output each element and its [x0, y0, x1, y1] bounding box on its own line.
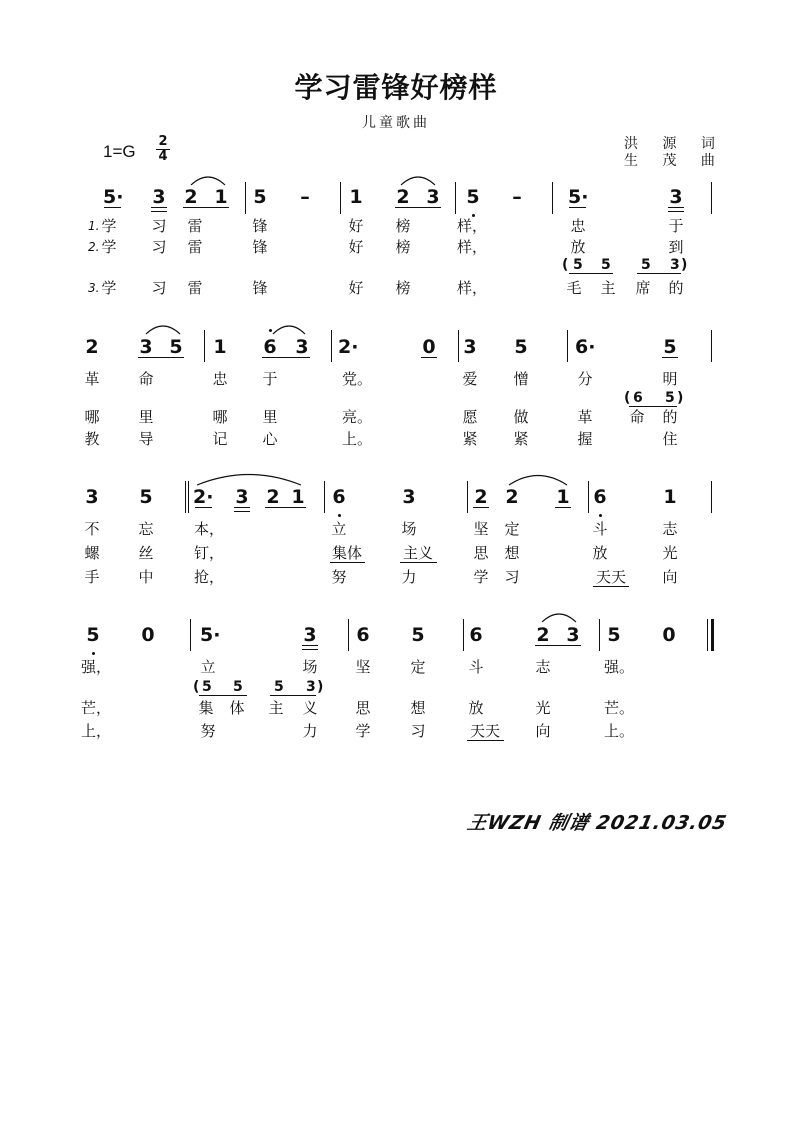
- lyric: 努: [200, 722, 216, 740]
- lyric: 习: [504, 568, 520, 586]
- note: 2: [396, 186, 410, 208]
- lyric: 想: [504, 544, 520, 562]
- lyric: 抢，: [194, 568, 225, 586]
- key-signature: 1=G: [103, 142, 136, 161]
- slur: [400, 172, 436, 186]
- lyric: 紧: [513, 430, 529, 448]
- lyric: 斗: [468, 658, 484, 676]
- note: 3: [295, 336, 309, 358]
- lyric: 定: [410, 658, 426, 676]
- note: 3: [669, 186, 683, 208]
- song-subtitle: 儿童歌曲: [362, 115, 430, 131]
- lyric: 榜: [395, 238, 411, 256]
- lyric: 钉，: [194, 544, 225, 562]
- note: 3: [85, 486, 99, 508]
- lyric: 放: [468, 699, 484, 717]
- lyric: 坚: [473, 520, 489, 538]
- lyric: 丝: [138, 544, 154, 562]
- lyric: 光: [662, 544, 678, 562]
- composer-credit: 生 茂 曲: [624, 153, 725, 169]
- lyric: 命: [629, 408, 645, 426]
- lyric: 定: [504, 520, 520, 538]
- lyric: 于: [262, 370, 278, 388]
- barline: [185, 481, 186, 513]
- note: 6·: [575, 336, 596, 358]
- lyric: 立: [200, 658, 216, 676]
- note: 2: [505, 486, 519, 508]
- lyric: 天天: [595, 568, 626, 586]
- barline: [324, 481, 325, 513]
- note: 3: [566, 624, 580, 646]
- note: 3: [139, 336, 153, 358]
- lyric: 雷: [187, 217, 203, 235]
- note: 0: [141, 624, 155, 646]
- note: 2: [266, 486, 280, 508]
- barline: [711, 182, 712, 214]
- lyric: 毛: [566, 279, 582, 297]
- note: 5: [607, 624, 621, 646]
- barline: [455, 182, 456, 214]
- note: 0: [422, 336, 436, 358]
- note: 5·: [200, 624, 221, 646]
- note: 6: [263, 336, 277, 358]
- lyric: 哪: [212, 408, 228, 426]
- lyricist-credit: 洪 源 词: [624, 136, 725, 152]
- lyric: 强，: [81, 658, 112, 676]
- lyric: 天天: [469, 722, 500, 740]
- note: 3: [426, 186, 440, 208]
- note: 5·: [568, 186, 589, 208]
- slur: [541, 609, 577, 623]
- lyric: 学: [473, 568, 489, 586]
- barline: [588, 481, 589, 513]
- song-title: 学习雷锋好榜样: [294, 71, 498, 104]
- lyric: 哪: [84, 408, 100, 426]
- note: 2: [184, 186, 198, 208]
- time-signature: [156, 136, 170, 163]
- lyric: 力: [401, 568, 417, 586]
- note: 3: [152, 186, 166, 208]
- barline: [458, 330, 459, 362]
- lyric: 主: [268, 699, 284, 717]
- lyric: 里: [138, 408, 154, 426]
- lyric: 样，: [457, 238, 488, 256]
- note: 3: [402, 486, 416, 508]
- note: 6: [356, 624, 370, 646]
- lyric: 愿: [462, 408, 478, 426]
- lyric: 学: [101, 217, 117, 235]
- lyric: 中: [138, 568, 154, 586]
- lyric: 立: [331, 520, 347, 538]
- alt-note: 6: [633, 390, 643, 406]
- lyric: 场: [302, 658, 318, 676]
- lyric: 思: [473, 544, 489, 562]
- verse-number: 1.: [88, 219, 100, 233]
- barline: [711, 330, 712, 362]
- note: –: [512, 186, 522, 208]
- alt-note: 5: [573, 257, 583, 273]
- barline: [340, 182, 341, 214]
- note: 0: [662, 624, 676, 646]
- lyric: 体: [229, 699, 245, 717]
- lyric: 本，: [194, 520, 225, 538]
- lyric: 榜: [395, 217, 411, 235]
- lyric: 住: [662, 430, 678, 448]
- lyric: 上。: [342, 430, 373, 448]
- lyric: 里: [262, 408, 278, 426]
- note: 5·: [103, 186, 124, 208]
- lyric: 导: [138, 430, 154, 448]
- time-bottom: 4: [158, 149, 168, 164]
- lyric: 革: [577, 408, 593, 426]
- lyric: 革: [84, 370, 100, 388]
- lyric: 芒。: [604, 699, 635, 717]
- note: 6: [593, 486, 607, 508]
- low-octave-dot: [599, 514, 602, 517]
- lyric: 义: [302, 699, 318, 717]
- lyric: 习: [151, 279, 167, 297]
- lyric: 集: [198, 699, 214, 717]
- note: 2: [536, 624, 550, 646]
- barline: [331, 330, 332, 362]
- note: 2: [85, 336, 99, 358]
- lyric: 场: [401, 520, 417, 538]
- note: 1: [556, 486, 570, 508]
- lyric: 思: [355, 699, 371, 717]
- slur: [145, 321, 181, 335]
- slur: [508, 470, 568, 486]
- lyric: 锋: [252, 217, 268, 235]
- barline: [190, 619, 191, 651]
- barline: [463, 619, 464, 651]
- lyric: 锋: [252, 238, 268, 256]
- lyric: 于: [668, 217, 684, 235]
- lyric: 样，: [457, 279, 488, 297]
- barline: [552, 182, 553, 214]
- lyric: 握: [577, 430, 593, 448]
- alt-note: 5: [274, 679, 284, 695]
- lyric: 榜: [395, 279, 411, 297]
- note: 1: [214, 186, 228, 208]
- lyric: 学: [101, 279, 117, 297]
- lyric: 螺: [84, 544, 100, 562]
- alt-note: 5: [665, 390, 675, 406]
- lyric: 习: [151, 238, 167, 256]
- lyric: 斗: [592, 520, 608, 538]
- barline: [567, 330, 568, 362]
- lyric: 明: [662, 370, 678, 388]
- lyric: 向: [535, 722, 551, 740]
- lyric: 芒，: [81, 699, 112, 717]
- lyric: 做: [513, 408, 529, 426]
- lyric: 忘: [138, 520, 154, 538]
- lyric: 席: [635, 279, 651, 297]
- lyric: 强。: [604, 658, 635, 676]
- note: 6: [332, 486, 346, 508]
- lyric: 上。: [604, 722, 635, 740]
- lyric: 忠: [570, 217, 586, 235]
- lyric: 习: [410, 722, 426, 740]
- lyric: 锋: [252, 279, 268, 297]
- slur: [196, 470, 302, 486]
- lyric: 手: [84, 568, 100, 586]
- lyric: 亮。: [342, 408, 373, 426]
- barline: [204, 330, 205, 362]
- note: 5: [514, 336, 528, 358]
- lyric: 教: [84, 430, 100, 448]
- lyric: 的: [668, 279, 684, 297]
- note: –: [300, 186, 310, 208]
- lyric: 分: [577, 370, 593, 388]
- arranger-signature: 王WZH 制谱 2021.03.05: [465, 812, 730, 834]
- lyric: 记: [212, 430, 228, 448]
- note: 3: [235, 486, 249, 508]
- note: 2: [474, 486, 488, 508]
- note: 1: [663, 486, 677, 508]
- lyric: 好: [348, 238, 364, 256]
- lyric: 好: [348, 279, 364, 297]
- alt-note: 3: [306, 679, 316, 695]
- alt-note: 5: [202, 679, 212, 695]
- lyric: 向: [662, 568, 678, 586]
- note: 5: [466, 186, 480, 208]
- lyric: 样，: [457, 217, 488, 235]
- lyric: 集体: [331, 544, 362, 562]
- lyric: 心: [262, 430, 278, 448]
- note: 5: [411, 624, 425, 646]
- slur: [272, 321, 306, 335]
- alt-note: 3: [670, 257, 680, 273]
- note: 2·: [338, 336, 359, 358]
- note: 2·: [193, 486, 214, 508]
- lyric: 紧: [462, 430, 478, 448]
- lyric: 憎: [513, 370, 529, 388]
- barline: [245, 182, 246, 214]
- note: 5: [253, 186, 267, 208]
- time-top: 2: [158, 134, 168, 149]
- alt-note: 5: [641, 257, 651, 273]
- lyric: 放: [570, 238, 586, 256]
- lyric: 雷: [187, 279, 203, 297]
- lyric: 志: [535, 658, 551, 676]
- lyric: 学: [355, 722, 371, 740]
- low-octave-dot: [92, 652, 95, 655]
- barline: [188, 481, 189, 513]
- note: 1: [349, 186, 363, 208]
- note: 3: [463, 336, 477, 358]
- low-octave-dot: [338, 514, 341, 517]
- barline: [711, 481, 712, 513]
- lyric: 好: [348, 217, 364, 235]
- lyric: 学: [101, 238, 117, 256]
- lyric: 忠: [212, 370, 228, 388]
- lyric: 不: [84, 520, 100, 538]
- slur: [190, 172, 226, 186]
- lyric: 光: [535, 699, 551, 717]
- alt-note: 5: [233, 679, 243, 695]
- final-barline: [711, 619, 714, 651]
- lyric: 主: [600, 279, 616, 297]
- barline: [348, 619, 349, 651]
- lyric: 的: [662, 408, 678, 426]
- lyric: 主义: [402, 544, 433, 562]
- lyric: 力: [302, 722, 318, 740]
- lyric: 坚: [355, 658, 371, 676]
- final-barline: [707, 619, 708, 651]
- lyric: 习: [151, 217, 167, 235]
- lyric: 到: [668, 238, 684, 256]
- note: 6: [469, 624, 483, 646]
- note: 3: [303, 624, 317, 646]
- lyric: 志: [662, 520, 678, 538]
- note: 5: [139, 486, 153, 508]
- note: 1: [213, 336, 227, 358]
- lyric: 爱: [462, 370, 478, 388]
- lyric: 努: [331, 568, 347, 586]
- verse-number: 3.: [88, 281, 100, 295]
- lyric: 命: [138, 370, 154, 388]
- verse-number: 2.: [88, 240, 100, 254]
- lyric: 上，: [81, 722, 112, 740]
- lyric: 党。: [342, 370, 373, 388]
- lyric: 放: [592, 544, 608, 562]
- note: 1: [291, 486, 305, 508]
- lyric: 想: [410, 699, 426, 717]
- barline: [467, 481, 468, 513]
- note: 5: [86, 624, 100, 646]
- barline: [599, 619, 600, 651]
- alt-note: 5: [601, 257, 611, 273]
- note: 5: [169, 336, 183, 358]
- note: 5: [663, 336, 677, 358]
- lyric: 雷: [187, 238, 203, 256]
